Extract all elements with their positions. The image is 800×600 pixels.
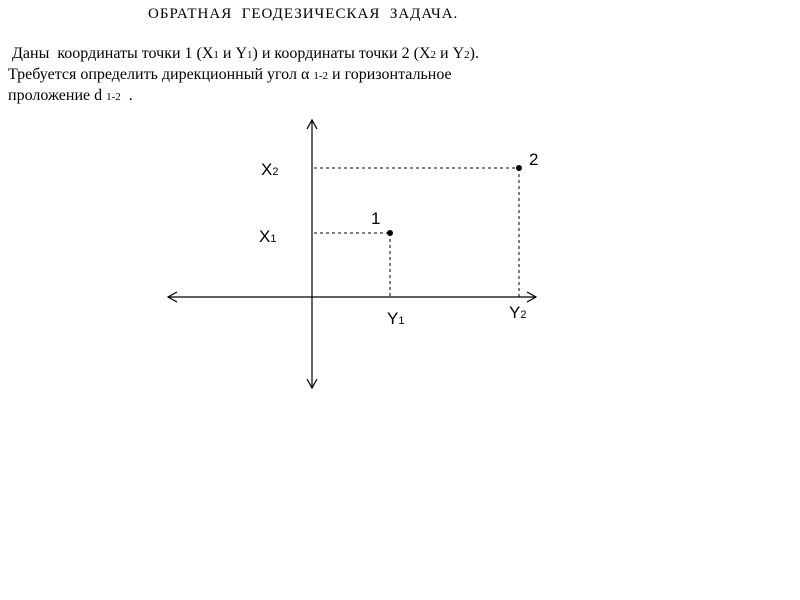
label-y2 [509,303,526,322]
label-subscript: 1 [398,315,405,327]
subscript: 1 [213,49,219,61]
subscript: 1 [247,49,253,61]
text-run: и Y [436,45,465,62]
point-2 [516,165,522,171]
point-1 [387,230,393,236]
label-x2 [261,160,278,179]
label-letter: Y [509,303,521,322]
label-y1 [387,309,404,328]
text-run: ). [469,45,479,62]
point-1-label: 1 [371,209,381,228]
label-letter: Y [387,309,399,328]
text-run: и Y [218,45,248,62]
page-title: ОБРАТНАЯ ГЕОДЕЗИЧЕСКАЯ ЗАДАЧА. [148,6,459,22]
label-subscript: 2 [520,309,527,321]
label-x1 [259,227,276,246]
point-2-label: 2 [529,150,539,169]
subscript: 1-2 [313,70,328,82]
subscript: 1-2 [106,91,121,103]
text-run: проложение d [8,87,107,104]
subscript: 2 [464,49,470,61]
label-subscript: 2 [272,166,279,178]
label-subscript: 1 [270,233,277,245]
text-run: и горизонтальное [328,66,452,83]
text-run: . [120,87,133,104]
text-run: ) и координаты точки 2 (X [252,45,431,62]
label-letter: X [261,160,273,179]
label-letter: X [259,227,271,246]
subscript: 2 [430,49,436,61]
text-run: Требуется определить дирекционный угол α [8,66,314,83]
text-run: Даны координаты точки 1 (X [8,45,214,62]
